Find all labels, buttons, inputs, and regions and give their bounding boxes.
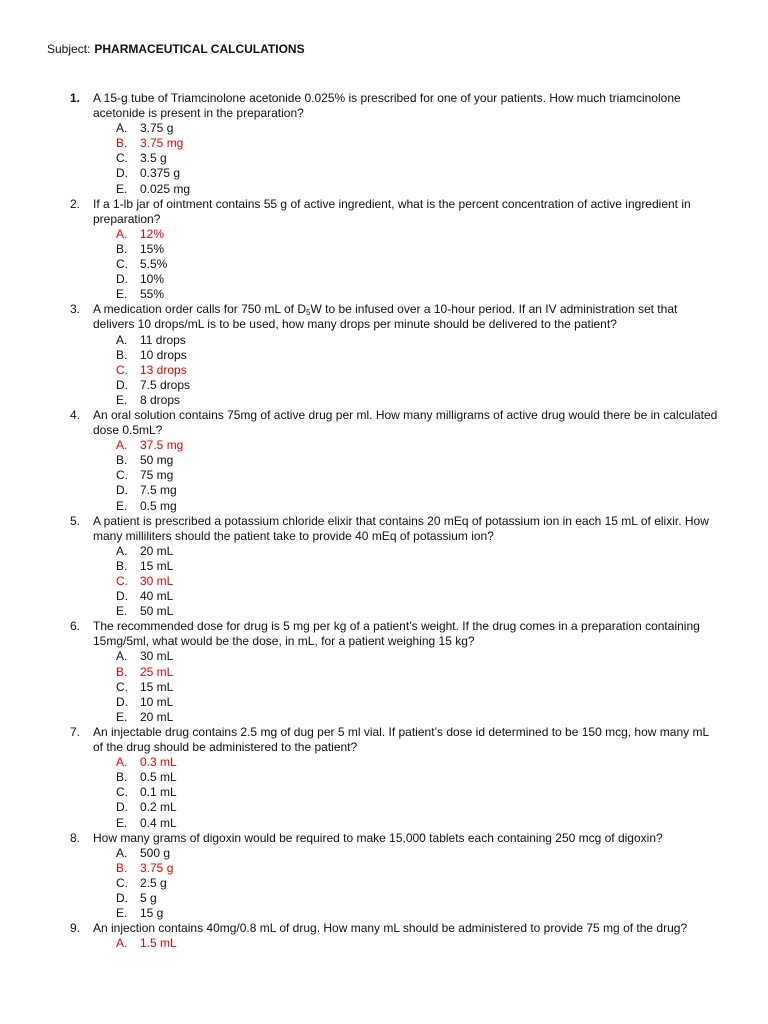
question-stem xyxy=(0,197,768,227)
answer-option xyxy=(0,453,768,468)
question-text: W to be infused over a 10-hour period. If an IV administration set that delivers 10 drops/mL is to be used, how many drops per minute should be delivered to the patient? xyxy=(93,302,678,332)
option-letter: B. xyxy=(116,860,128,875)
question-number: 6. xyxy=(70,619,81,634)
option-letter: E. xyxy=(116,709,128,724)
question-9 xyxy=(0,921,768,951)
question-text: A 15-g tube of Triamcinolone acetonide 0.025% is prescribed for one of your patients. How much triamcinolone acetonide is present in the preparation? xyxy=(93,91,681,121)
answer-option xyxy=(0,333,768,348)
option-letter: B. xyxy=(116,347,128,362)
option-text: 30 mL xyxy=(140,574,174,588)
option-text: 13 drops xyxy=(140,362,187,377)
question-text: An injectable drug contains 2.5 mg of dug per 5 ml vial. If patient’s dose id determined to be 150 mcg, how many mL of the drug should be administered to the patient? xyxy=(93,724,709,755)
option-letter: E. xyxy=(116,392,128,407)
option-text: 37.5 mg xyxy=(140,438,184,453)
question-text: A patient is prescribed a potassium chloride elixir that contains 20 mEq of potassium ion in each 15 mL of elixir. How many milliliters should the patient take to provide 40 mEq of potassium ion? xyxy=(93,513,709,543)
answer-option xyxy=(0,287,768,302)
answer-option-correct xyxy=(0,936,768,951)
answer-option xyxy=(0,544,768,559)
option-text: 15 g xyxy=(140,906,164,921)
option-text: 2.5 g xyxy=(140,875,167,890)
option-text: 0.1 mL xyxy=(140,785,177,800)
option-text: 0.5 mL xyxy=(140,770,177,785)
option-text: 20 mL xyxy=(140,543,174,558)
answer-options xyxy=(0,438,768,513)
option-text: 3.75 mg xyxy=(140,136,184,151)
answer-option xyxy=(0,695,768,710)
answer-option-correct xyxy=(0,363,768,378)
option-letter: C. xyxy=(116,785,128,800)
option-text: 0.3 mL xyxy=(140,755,177,770)
question-8 xyxy=(0,831,768,922)
option-text: 0.5 mg xyxy=(140,498,177,513)
option-letter: E. xyxy=(116,181,128,196)
answer-option xyxy=(0,499,768,514)
option-text: 1.5 mL xyxy=(140,936,177,951)
answer-option-correct xyxy=(0,227,768,242)
answer-option xyxy=(0,151,768,166)
question-text: If a 1-lb jar of ointment contains 55 g of active ingredient, what is the percent concentration of active ingredient in preparation? xyxy=(93,196,691,226)
option-letter: D. xyxy=(116,377,128,392)
option-letter: D. xyxy=(116,483,128,498)
option-letter: B. xyxy=(116,241,128,256)
question-text: An injection contains 40mg/0.8 mL of drug. How many mL should be administered to provide 75 mg of the drug? xyxy=(93,921,688,936)
answer-option xyxy=(0,182,768,197)
option-letter: A. xyxy=(116,121,128,136)
question-text: An oral solution contains 75mg of active drug per ml. How many milligrams of active drug would there be in calculated dose 0.5mL? xyxy=(93,407,718,438)
question-list xyxy=(0,91,768,951)
option-letter: A. xyxy=(116,332,128,347)
answer-option xyxy=(0,468,768,483)
answer-option xyxy=(0,710,768,725)
option-text: 10 drops xyxy=(140,347,187,362)
option-letter: B. xyxy=(116,453,128,468)
question-stem xyxy=(0,619,768,649)
answer-options xyxy=(0,121,768,196)
option-text: 10% xyxy=(140,272,165,287)
subject-line xyxy=(47,42,305,56)
question-5 xyxy=(0,514,768,620)
answer-option xyxy=(0,816,768,831)
option-text: 75 mg xyxy=(140,468,174,483)
answer-option xyxy=(0,348,768,363)
answer-option xyxy=(0,242,768,257)
answer-option xyxy=(0,589,768,604)
option-letter: D. xyxy=(116,589,128,604)
answer-option xyxy=(0,483,768,498)
option-letter: A. xyxy=(116,438,128,453)
option-letter: A. xyxy=(116,543,128,558)
answer-option-correct xyxy=(0,136,768,151)
answer-option xyxy=(0,559,768,574)
option-letter: C. xyxy=(116,679,128,694)
question-text: How many grams of digoxin would be required to make 15,000 tablets each containing 250 mcg of digoxin? xyxy=(93,830,663,845)
option-text: 8 drops xyxy=(140,392,181,407)
answer-option xyxy=(0,800,768,815)
option-text: 15 mL xyxy=(140,679,174,694)
answer-options xyxy=(0,649,768,724)
option-letter: A. xyxy=(116,936,128,951)
question-stem xyxy=(0,725,768,755)
option-letter: A. xyxy=(116,649,128,664)
option-text: 7.5 drops xyxy=(140,377,191,392)
option-letter: C. xyxy=(116,362,128,377)
option-text: 11 drops xyxy=(140,332,186,347)
answer-option xyxy=(0,876,768,891)
option-letter: E. xyxy=(116,604,128,619)
question-text-subscript: 5 xyxy=(306,308,311,318)
answer-option xyxy=(0,891,768,906)
question-number: 7. xyxy=(70,724,81,739)
option-text: 50 mg xyxy=(140,453,174,468)
option-text: 5.5% xyxy=(140,257,168,272)
answer-options xyxy=(0,333,768,408)
answer-option-correct xyxy=(0,755,768,770)
question-1 xyxy=(0,91,768,197)
option-text: 20 mL xyxy=(140,709,174,724)
option-text: 15% xyxy=(140,241,165,256)
answer-option xyxy=(0,378,768,393)
option-text: 7.5 mg xyxy=(140,483,177,498)
answer-option xyxy=(0,257,768,272)
option-letter: C. xyxy=(116,151,128,166)
question-number: 5. xyxy=(70,513,81,528)
option-letter: D. xyxy=(116,166,128,181)
option-text: 10 mL xyxy=(140,694,174,709)
option-text: 0.4 mL xyxy=(140,815,177,830)
option-text: 3.5 g xyxy=(140,151,167,166)
question-stem xyxy=(0,921,768,936)
answer-options xyxy=(0,936,768,951)
answer-option-correct xyxy=(0,574,768,589)
question-number: 3. xyxy=(70,302,81,317)
answer-option xyxy=(0,770,768,785)
question-text: A medication order calls for 750 mL of D xyxy=(93,302,306,317)
option-letter: A. xyxy=(116,226,128,241)
option-letter: B. xyxy=(116,136,128,151)
subject-value: PHARMACEUTICAL CALCULATIONS xyxy=(94,42,305,56)
option-text: 5 g xyxy=(140,890,157,905)
answer-option xyxy=(0,272,768,287)
question-stem xyxy=(0,831,768,846)
option-letter: B. xyxy=(116,770,128,785)
option-letter: B. xyxy=(116,664,128,679)
question-number: 8. xyxy=(70,830,81,845)
answer-options xyxy=(0,227,768,302)
option-text: 0.375 g xyxy=(140,166,181,181)
option-letter: D. xyxy=(116,272,128,287)
answer-options xyxy=(0,544,768,619)
answer-option xyxy=(0,846,768,861)
question-6 xyxy=(0,619,768,725)
option-text: 50 mL xyxy=(140,604,174,619)
option-text: 25 mL xyxy=(140,664,174,679)
option-text: 15 mL xyxy=(140,558,174,573)
question-text: The recommended dose for drug is 5 mg per kg of a patient’s weight. If the drug comes in a preparation containing 15mg/5ml, what would be the dose, in mL, for a patient weighing 15 kg? xyxy=(93,619,700,649)
answer-option xyxy=(0,166,768,181)
answer-option-correct xyxy=(0,665,768,680)
answer-option-correct xyxy=(0,438,768,453)
option-text: 40 mL xyxy=(140,589,174,604)
question-number: 2. xyxy=(70,196,81,211)
answer-option xyxy=(0,393,768,408)
subject-label: Subject: xyxy=(47,42,91,56)
option-letter: E. xyxy=(116,906,128,921)
option-text: 3.75 g xyxy=(140,860,174,875)
question-stem xyxy=(0,514,768,544)
option-text: 0.025 mg xyxy=(140,181,191,196)
question-3 xyxy=(0,302,768,408)
question-stem xyxy=(0,91,768,121)
option-letter: C. xyxy=(116,574,128,588)
question-7 xyxy=(0,725,768,831)
option-letter: C. xyxy=(116,875,128,890)
option-text: 0.2 mL xyxy=(140,800,177,815)
answer-option xyxy=(0,680,768,695)
answer-options xyxy=(0,846,768,921)
question-number: 1. xyxy=(70,91,81,105)
option-letter: E. xyxy=(116,498,128,513)
question-number: 4. xyxy=(70,407,81,422)
option-letter: B. xyxy=(116,558,128,573)
option-text: 55% xyxy=(140,287,165,302)
option-letter: D. xyxy=(116,694,128,709)
answer-options xyxy=(0,755,768,830)
option-letter: E. xyxy=(116,815,128,830)
option-letter: C. xyxy=(116,257,128,272)
option-text: 30 mL xyxy=(140,649,174,664)
answer-option xyxy=(0,785,768,800)
option-letter: D. xyxy=(116,890,128,905)
option-letter: D. xyxy=(116,800,128,815)
option-text: 500 g xyxy=(140,845,171,860)
question-stem xyxy=(0,302,768,332)
option-text: 12% xyxy=(140,226,165,241)
answer-option xyxy=(0,649,768,664)
question-2 xyxy=(0,197,768,303)
option-letter: C. xyxy=(116,468,128,483)
answer-option xyxy=(0,121,768,136)
answer-option-correct xyxy=(0,861,768,876)
option-letter: A. xyxy=(116,845,128,860)
answer-option xyxy=(0,906,768,921)
question-4 xyxy=(0,408,768,514)
question-stem xyxy=(0,408,768,438)
answer-option xyxy=(0,604,768,619)
question-number: 9. xyxy=(70,921,81,936)
option-letter: A. xyxy=(116,755,128,770)
option-text: 3.75 g xyxy=(140,121,174,136)
option-letter: E. xyxy=(116,287,128,302)
